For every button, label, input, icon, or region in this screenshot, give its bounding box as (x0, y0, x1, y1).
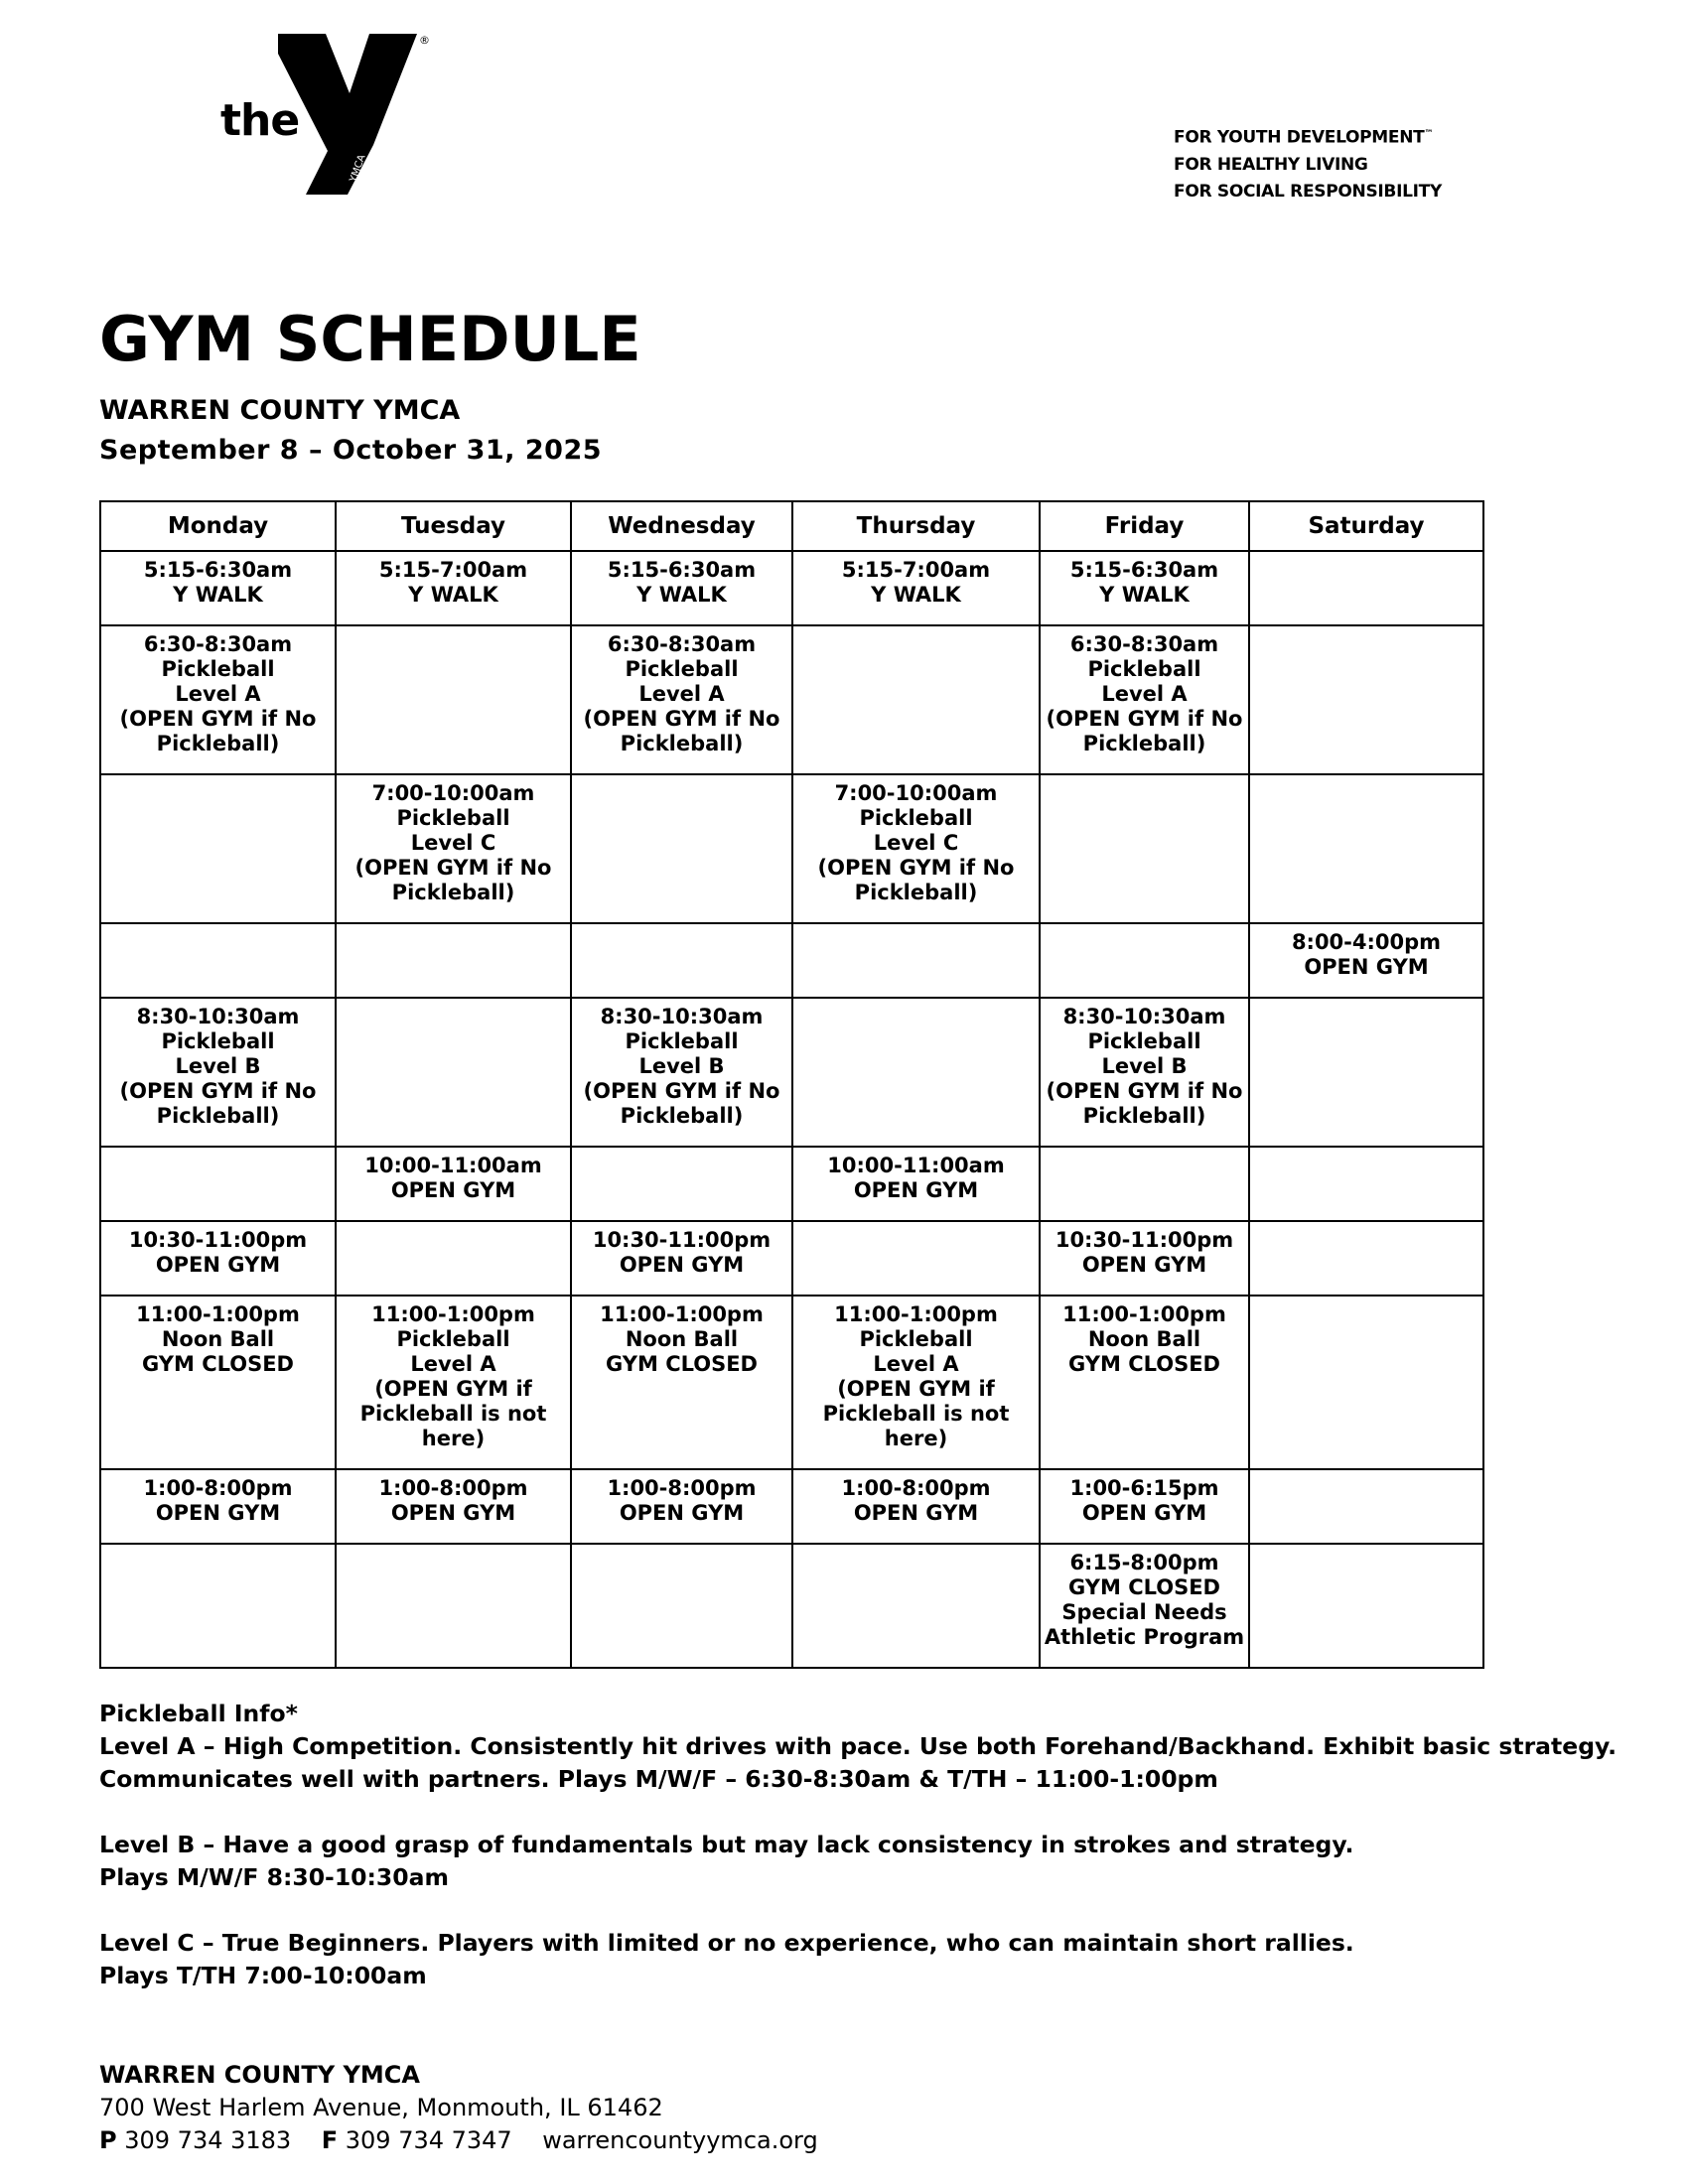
cell-text: GYM CLOSED (1068, 1352, 1220, 1376)
schedule-row (100, 1221, 1483, 1296)
cell-text: Athletic Program (1044, 1625, 1245, 1649)
cell-text: Pickleball (625, 1029, 739, 1053)
cell-text: Noon Ball (625, 1327, 739, 1351)
schedule-cell (100, 1221, 336, 1296)
empty-cell (336, 923, 571, 998)
empty-cell (1249, 1221, 1483, 1296)
cell-text: Pickleball (161, 1029, 275, 1053)
cell-time: 11:00-1:00pm (136, 1302, 300, 1326)
schedule-cell (571, 625, 792, 774)
schedule-cell (571, 551, 792, 625)
empty-cell (1249, 1296, 1483, 1469)
cell-time: 1:00-8:00pm (143, 1476, 293, 1500)
cell-time: 10:30-11:00pm (592, 1228, 772, 1252)
schedule-cell (1040, 998, 1249, 1147)
cell-time: 6:30-8:30am (1069, 632, 1219, 656)
cell-time: 6:15-8:00pm (1069, 1551, 1219, 1574)
cell-text: OPEN GYM (619, 1501, 745, 1525)
cell-text: Level A (873, 1352, 959, 1376)
day-header: Friday (1040, 501, 1249, 551)
cell-text: Pickleball) (156, 1104, 280, 1128)
empty-cell (1249, 551, 1483, 625)
tagline (1174, 121, 1442, 205)
cell-time: 1:00-8:00pm (378, 1476, 528, 1500)
schedule-body (100, 551, 1483, 1668)
schedule-cell (1040, 551, 1249, 625)
schedule-cell (100, 1469, 336, 1544)
day-header: Tuesday (336, 501, 571, 551)
cell-text: Pickleball (859, 1327, 973, 1351)
cell-text: (OPEN GYM if No (354, 856, 552, 880)
cell-text: Pickleball) (391, 881, 515, 904)
schedule-row (100, 1296, 1483, 1469)
cell-time: 5:15-6:30am (143, 558, 293, 582)
schedule-cell (100, 1296, 336, 1469)
cell-text: GYM CLOSED (1068, 1575, 1220, 1599)
empty-cell (1249, 1469, 1483, 1544)
cell-text: (OPEN GYM if No (583, 707, 780, 731)
schedule-cell (571, 1221, 792, 1296)
empty-cell (336, 1544, 571, 1668)
schedule-cell (1040, 1296, 1249, 1469)
cell-text: Level A (1101, 682, 1188, 706)
day-header-row (100, 501, 1483, 551)
ymca-y-icon (278, 34, 417, 195)
fax-number: 309 734 7347 (345, 2126, 512, 2154)
cell-text: Pickleball is not (359, 1402, 547, 1426)
cell-time: 1:00-6:15pm (1069, 1476, 1219, 1500)
schedule-row (100, 1147, 1483, 1221)
info-heading: Pickleball Info* (99, 1700, 298, 1727)
empty-cell (571, 774, 792, 923)
cell-time: 11:00-1:00pm (371, 1302, 535, 1326)
cell-text: OPEN GYM (853, 1501, 979, 1525)
cell-text: GYM CLOSED (606, 1352, 758, 1376)
level-a-description: Level A – High Competition. Consistently hit drives with pace. Use both Forehand/Backhand. Exhibit basic strategy. (99, 1732, 1618, 1760)
cell-text: Pickleball is not (822, 1402, 1010, 1426)
empty-cell (571, 923, 792, 998)
cell-text: Level A (638, 682, 725, 706)
schedule-row (100, 774, 1483, 923)
cell-time: 1:00-8:00pm (841, 1476, 991, 1500)
cell-text: GYM CLOSED (142, 1352, 294, 1376)
cell-time: 8:30-10:30am (1062, 1005, 1226, 1028)
cell-text: Pickleball (859, 806, 973, 830)
cell-text: (OPEN GYM if No (1046, 707, 1243, 731)
empty-cell (336, 998, 571, 1147)
cell-text: here) (884, 1427, 948, 1450)
cell-text: Noon Ball (1087, 1327, 1201, 1351)
empty-cell (1249, 998, 1483, 1147)
phone-number: 309 734 3183 (124, 2126, 292, 2154)
cell-text: Y WALK (1099, 583, 1190, 607)
cell-text: Y WALK (173, 583, 263, 607)
cell-time: 5:15-7:00am (378, 558, 528, 582)
cell-text: Pickleball (625, 657, 739, 681)
cell-time: 10:00-11:00am (827, 1154, 1005, 1177)
schedule-cell (792, 551, 1040, 625)
cell-text: (OPEN GYM if No (583, 1079, 780, 1103)
cell-text: Level C (410, 831, 496, 855)
org-name: WARREN COUNTY YMCA (99, 395, 461, 426)
trademark-mark: ™ (1424, 129, 1434, 139)
cell-text: Level B (1101, 1054, 1188, 1078)
cell-text: Pickleball (396, 1327, 510, 1351)
empty-cell (571, 1544, 792, 1668)
cell-text: Level B (638, 1054, 725, 1078)
schedule-row (100, 625, 1483, 774)
schedule-cell (571, 1296, 792, 1469)
cell-text: OPEN GYM (390, 1178, 516, 1202)
page-title: GYM SCHEDULE (99, 303, 641, 375)
empty-cell (336, 1221, 571, 1296)
schedule-cell (1040, 1544, 1249, 1668)
phone-label: P (99, 2126, 117, 2154)
cell-time: 8:30-10:30am (136, 1005, 300, 1028)
cell-text: Pickleball (1087, 657, 1201, 681)
empty-cell (1249, 625, 1483, 774)
empty-cell (1249, 1544, 1483, 1668)
cell-text: here) (421, 1427, 486, 1450)
schedule-cell (792, 1147, 1040, 1221)
cell-time: 6:30-8:30am (607, 632, 757, 656)
tagline-line-3: FOR SOCIAL RESPONSIBILITY (1174, 181, 1442, 202)
cell-text: Y WALK (408, 583, 498, 607)
empty-cell (100, 1147, 336, 1221)
schedule-table (99, 500, 1484, 1669)
cell-time: 7:00-10:00am (371, 781, 535, 805)
empty-cell (336, 625, 571, 774)
cell-time: 5:15-7:00am (841, 558, 991, 582)
cell-text: OPEN GYM (1304, 955, 1429, 979)
cell-text: Pickleball (161, 657, 275, 681)
cell-text: Level A (410, 1352, 496, 1376)
schedule-cell (100, 551, 336, 625)
fax-label: F (321, 2126, 339, 2154)
empty-cell (1040, 923, 1249, 998)
empty-cell (1249, 774, 1483, 923)
footer-address: 700 West Harlem Avenue, Monmouth, IL 61462 (99, 2094, 663, 2121)
schedule-row (100, 551, 1483, 625)
day-header: Monday (100, 501, 336, 551)
cell-text: (OPEN GYM if (374, 1377, 532, 1401)
cell-text: Y WALK (636, 583, 727, 607)
cell-text: OPEN GYM (1081, 1501, 1207, 1525)
cell-text: (OPEN GYM if No (817, 856, 1015, 880)
cell-text: Y WALK (871, 583, 961, 607)
schedule-cell (792, 1296, 1040, 1469)
level-c-schedule: Plays T/TH 7:00-10:00am (99, 1962, 427, 1989)
schedule-cell (336, 1469, 571, 1544)
schedule-cell (336, 1296, 571, 1469)
cell-text: Pickleball (396, 806, 510, 830)
cell-text: Pickleball) (1082, 732, 1206, 755)
schedule-row (100, 1544, 1483, 1668)
cell-text: Pickleball) (1082, 1104, 1206, 1128)
empty-cell (792, 625, 1040, 774)
cell-text: OPEN GYM (390, 1501, 516, 1525)
footer-contact (99, 2124, 818, 2157)
cell-time: 1:00-8:00pm (607, 1476, 757, 1500)
cell-time: 6:30-8:30am (143, 632, 293, 656)
empty-cell (571, 1147, 792, 1221)
day-header: Wednesday (571, 501, 792, 551)
cell-time: 11:00-1:00pm (834, 1302, 998, 1326)
cell-text: Pickleball (1087, 1029, 1201, 1053)
cell-text: (OPEN GYM if (837, 1377, 995, 1401)
empty-cell (100, 774, 336, 923)
cell-text: OPEN GYM (619, 1253, 745, 1277)
cell-time: 11:00-1:00pm (600, 1302, 764, 1326)
cell-text: Special Needs (1061, 1600, 1227, 1624)
level-c-description: Level C – True Beginners. Players with limited or no experience, who can maintain short rallies. (99, 1929, 1354, 1957)
level-b-schedule: Plays M/W/F 8:30-10:30am (99, 1863, 449, 1891)
cell-text: Pickleball) (620, 1104, 744, 1128)
footer-org-name: WARREN COUNTY YMCA (99, 2061, 420, 2089)
schedule-cell (1040, 1221, 1249, 1296)
website-link[interactable]: warrencountyymca.org (542, 2126, 818, 2154)
tagline-line-1: FOR YOUTH DEVELOPMENT™ (1174, 127, 1434, 148)
schedule-cell (336, 774, 571, 923)
schedule-dates: September 8 – October 31, 2025 (99, 435, 603, 466)
empty-cell (1040, 1147, 1249, 1221)
cell-text: Noon Ball (161, 1327, 275, 1351)
empty-cell (792, 1544, 1040, 1668)
cell-text: Pickleball) (620, 732, 744, 755)
cell-text: (OPEN GYM if No (119, 1079, 317, 1103)
cell-text: Level C (873, 831, 959, 855)
schedule-row (100, 1469, 1483, 1544)
registered-mark: ® (419, 34, 430, 47)
cell-time: 8:30-10:30am (600, 1005, 764, 1028)
cell-time: 11:00-1:00pm (1062, 1302, 1226, 1326)
logo-the-text: the (220, 95, 300, 146)
cell-time: 10:00-11:00am (364, 1154, 542, 1177)
cell-time: 5:15-6:30am (607, 558, 757, 582)
schedule-cell (1040, 625, 1249, 774)
empty-cell (100, 1544, 336, 1668)
footer (99, 2059, 818, 2157)
empty-cell (792, 1221, 1040, 1296)
empty-cell (792, 998, 1040, 1147)
cell-text: Pickleball) (156, 732, 280, 755)
empty-cell (792, 923, 1040, 998)
tagline-line-2: FOR HEALTHY LIVING (1174, 154, 1368, 175)
cell-text: (OPEN GYM if No (1046, 1079, 1243, 1103)
cell-text: OPEN GYM (1081, 1253, 1207, 1277)
empty-cell (1249, 1147, 1483, 1221)
ymca-logo (220, 34, 439, 195)
level-a-schedule: Communicates well with partners. Plays M/W/F – 6:30-8:30am & T/TH – 11:00-1:00pm (99, 1765, 1218, 1793)
schedule-cell (571, 1469, 792, 1544)
cell-text: Pickleball) (854, 881, 978, 904)
cell-text: Level A (175, 682, 261, 706)
cell-time: 8:00-4:00pm (1291, 930, 1442, 954)
cell-text: OPEN GYM (155, 1501, 281, 1525)
cell-time: 10:30-11:00pm (128, 1228, 308, 1252)
schedule-cell (336, 551, 571, 625)
cell-time: 5:15-6:30am (1069, 558, 1219, 582)
schedule-row (100, 923, 1483, 998)
cell-text: (OPEN GYM if No (119, 707, 317, 731)
schedule-cell (100, 998, 336, 1147)
day-header: Thursday (792, 501, 1040, 551)
schedule-cell (1249, 923, 1483, 998)
level-b-description: Level B – Have a good grasp of fundamentals but may lack consistency in strokes and strategy. (99, 1831, 1354, 1858)
schedule-cell (100, 625, 336, 774)
pickleball-info (99, 1698, 1648, 1992)
schedule-cell (336, 1147, 571, 1221)
schedule-cell (1040, 1469, 1249, 1544)
day-header: Saturday (1249, 501, 1483, 551)
cell-text: OPEN GYM (853, 1178, 979, 1202)
cell-time: 7:00-10:00am (834, 781, 998, 805)
schedule-cell (792, 1469, 1040, 1544)
schedule-cell (571, 998, 792, 1147)
empty-cell (100, 923, 336, 998)
cell-text: Level B (175, 1054, 261, 1078)
logo-ymca-text: YMCA (348, 153, 368, 185)
cell-text: OPEN GYM (155, 1253, 281, 1277)
cell-time: 10:30-11:00pm (1055, 1228, 1234, 1252)
schedule-row (100, 998, 1483, 1147)
empty-cell (1040, 774, 1249, 923)
schedule-cell (792, 774, 1040, 923)
